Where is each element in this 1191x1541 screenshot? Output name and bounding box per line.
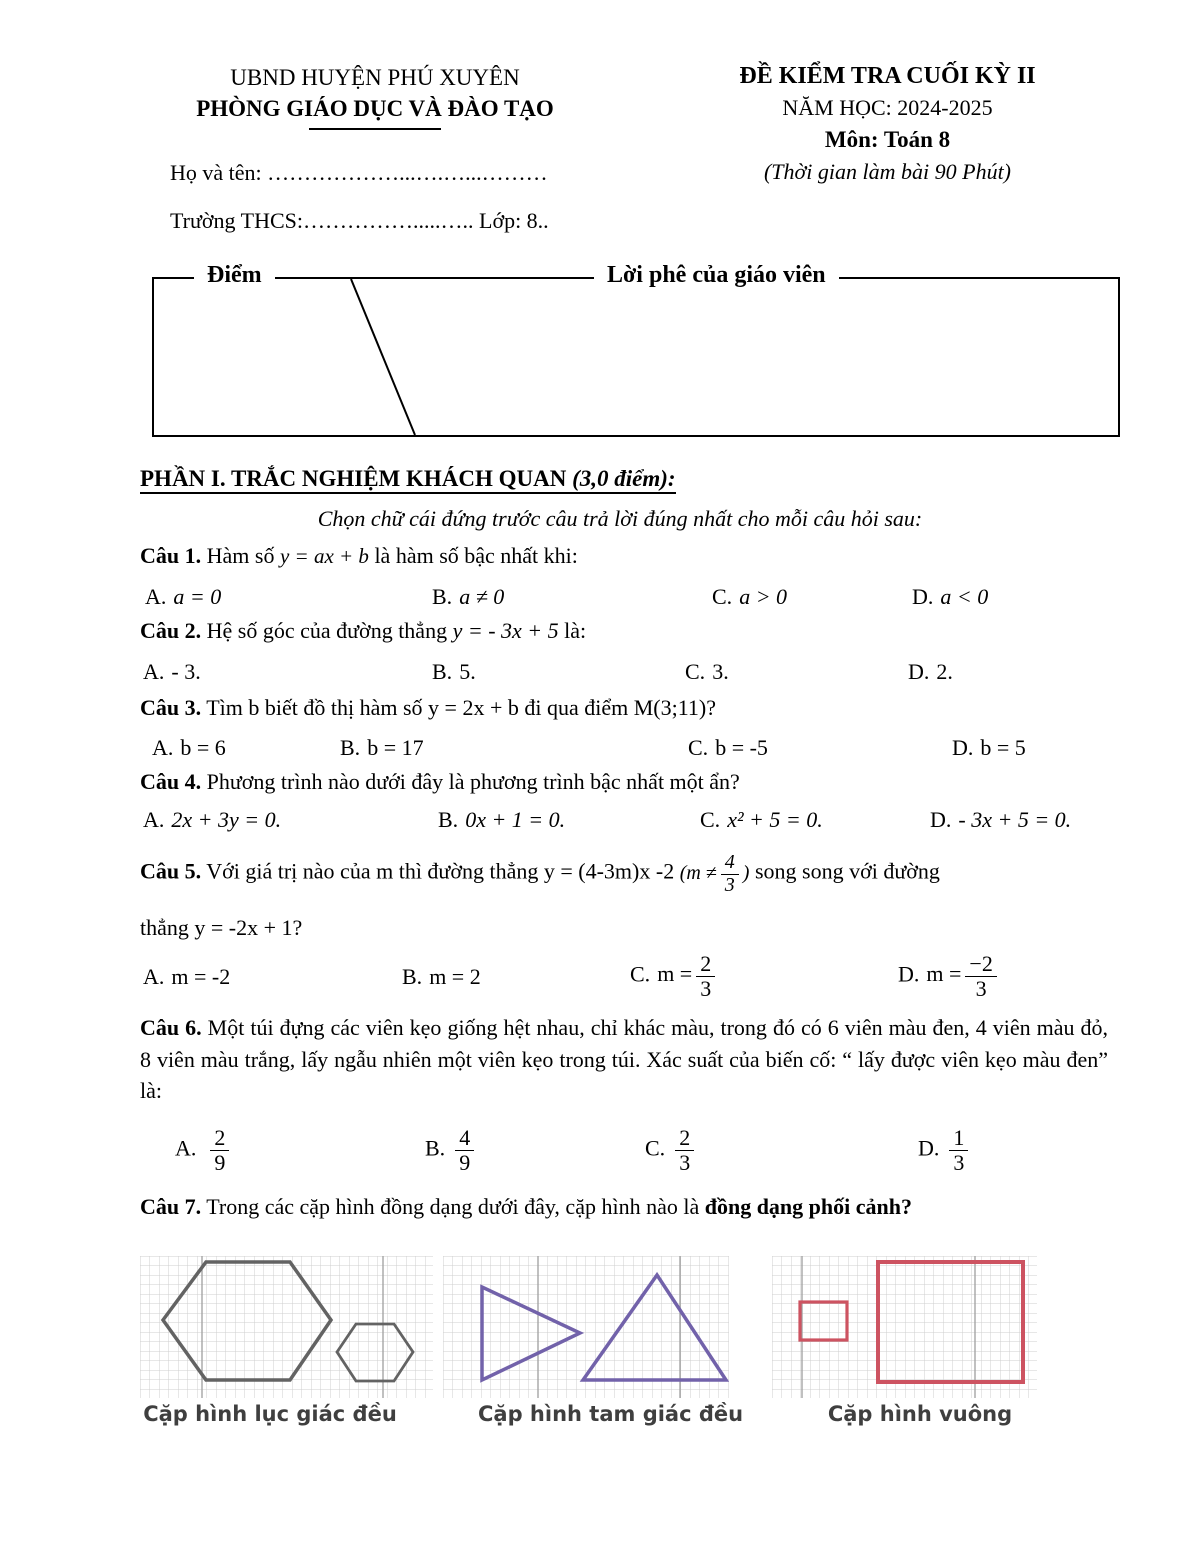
option-d: D. $\frac{1}{3}$ xyxy=(918,1126,972,1175)
option-c: C. m = $\frac{2}{3}$ xyxy=(630,952,719,1001)
student-name-line: Họ và tên: ………………...….…...……… xyxy=(170,160,548,185)
q7-bold-phrase: đồng dạng phối cảnh? xyxy=(704,1194,912,1219)
option-c: C. b = -5 xyxy=(688,735,768,760)
score-label: Điểm xyxy=(194,262,275,289)
part1-heading xyxy=(140,466,676,492)
subject: Môn: Toán 8 xyxy=(824,127,951,152)
q5-condition-fraction: $\frac{4}{3}$ xyxy=(721,852,739,896)
school-year: NĂM HỌC: 2024-2025 xyxy=(782,95,993,120)
authority-line2: PHÒNG GIÁO DỤC VÀ ĐÀO TẠO xyxy=(196,96,554,121)
caption-square-pair: Cặp hình vuông xyxy=(827,1402,1013,1426)
option-d: D. 2. xyxy=(908,659,953,684)
option-c: C. $\frac{2}{3}$ xyxy=(645,1126,698,1175)
score-comment-box xyxy=(152,262,1120,437)
option-a: A. 2x + 3y = 0. xyxy=(143,807,282,832)
option-d: D. a < 0 xyxy=(912,584,989,609)
square-pair-image xyxy=(772,1256,1037,1398)
option-d: D. b = 5 xyxy=(952,735,1026,760)
option-b: B. a ≠ 0 xyxy=(432,584,505,609)
part1-instruction: Chọn chữ cái đứng trước câu trả lời đúng nhất cho mỗi câu hỏi sau: xyxy=(317,506,923,531)
question-1: Câu 1. Hàm số y = ax + b là hàm số bậc nhất khi: xyxy=(140,543,578,568)
hexagon-pair-image xyxy=(140,1256,433,1398)
score-box-diagonal-line xyxy=(154,279,1118,435)
q5-condition: (m ≠ $\frac{4}{3}$ ) xyxy=(679,851,750,896)
exam-title: ĐỀ KIỂM TRA CUỐI KỲ II xyxy=(739,63,1036,89)
option-b: B. 5. xyxy=(432,659,476,684)
option-c: C. 3. xyxy=(685,659,729,684)
option-b: B. $\frac{4}{9}$ xyxy=(425,1126,478,1175)
option-b: B. m = 2 xyxy=(402,964,481,989)
issuing-authority xyxy=(150,62,600,130)
option-c: C. x² + 5 = 0. xyxy=(700,807,823,832)
question-4: Câu 4. Phương trình nào dưới đây là phương trình bậc nhất một ẩn? xyxy=(140,769,740,794)
exam-title-block xyxy=(655,60,1120,188)
school-class-line: Trường THCS:…………….....….. Lớp: 8.. xyxy=(170,208,549,233)
option-d: D. - 3x + 5 = 0. xyxy=(930,807,1072,832)
time-limit: (Thời gian làm bài 90 Phút) xyxy=(763,159,1012,184)
option-b: B. 0x + 1 = 0. xyxy=(438,807,566,832)
question-3: Câu 3. Tìm b biết đồ thị hàm số y = 2x + b đi qua điểm M(3;11)? xyxy=(140,695,717,720)
option-a: A. a = 0 xyxy=(145,584,222,609)
question-5-line2: thẳng y = -2x + 1? xyxy=(140,915,303,940)
q1-formula: y = ax + b xyxy=(279,544,369,568)
question-5: Câu 5. Với giá trị nào của m thì đường thẳng y = (4-3m)x -2 (m ≠ $\frac{4}{3}$ ) song song với đường xyxy=(140,851,940,896)
question-6-options xyxy=(140,1126,1140,1188)
option-b: B. b = 17 xyxy=(340,735,424,760)
q2-formula: y = - 3x + 5 xyxy=(452,618,559,643)
teacher-comment-label: Lời phê của giáo viên xyxy=(594,262,839,289)
question-2: Câu 2. Hệ số góc của đường thẳng y = - 3x + 5 là: xyxy=(140,618,587,643)
triangle-pair-image xyxy=(443,1256,729,1398)
option-d: D. m = $\frac{-2}{3}$ xyxy=(898,952,1001,1001)
question-2-options xyxy=(140,659,1140,699)
option-c: C. a > 0 xyxy=(712,584,788,609)
option-a: A. b = 6 xyxy=(152,735,226,760)
question-7: Câu 7. Trong các cặp hình đồng dạng dưới đây, cặp hình nào là đồng dạng phối cảnh? xyxy=(140,1194,912,1219)
question-5-options xyxy=(140,952,1140,1014)
part1-title-text: PHẦN I. TRẮC NGHIỆM KHÁCH QUAN xyxy=(140,466,573,491)
caption-hexagon-pair: Cặp hình lục giác đều xyxy=(143,1402,397,1426)
option-a: A. m = -2 xyxy=(143,964,231,989)
caption-triangle-pair: Cặp hình tam giác đều xyxy=(478,1402,744,1426)
q5-formula: y = (4-3m)x -2 xyxy=(543,858,675,884)
question-4-options xyxy=(140,807,1140,847)
option-a: A. - 3. xyxy=(143,659,201,684)
header-rule xyxy=(309,128,441,130)
option-a: A. $\frac{2}{9}$ xyxy=(175,1126,233,1175)
question-6: Câu 6. Một túi đựng các viên kẹo giống hệt nhau, chỉ khác màu, trong đó có 6 viên màu đen, 4 viên màu đỏ, 8 viên màu trắng, lấy ngẫu nhiên một viên kẹo trong túi. Xác suất của biến cố: “ lấy được viên kẹo màu đen” là: xyxy=(140,1015,1109,1103)
authority-line1: UBND HUYỆN PHÚ XUYÊN xyxy=(230,65,520,90)
part1-points: (3,0 điểm): xyxy=(572,466,676,491)
